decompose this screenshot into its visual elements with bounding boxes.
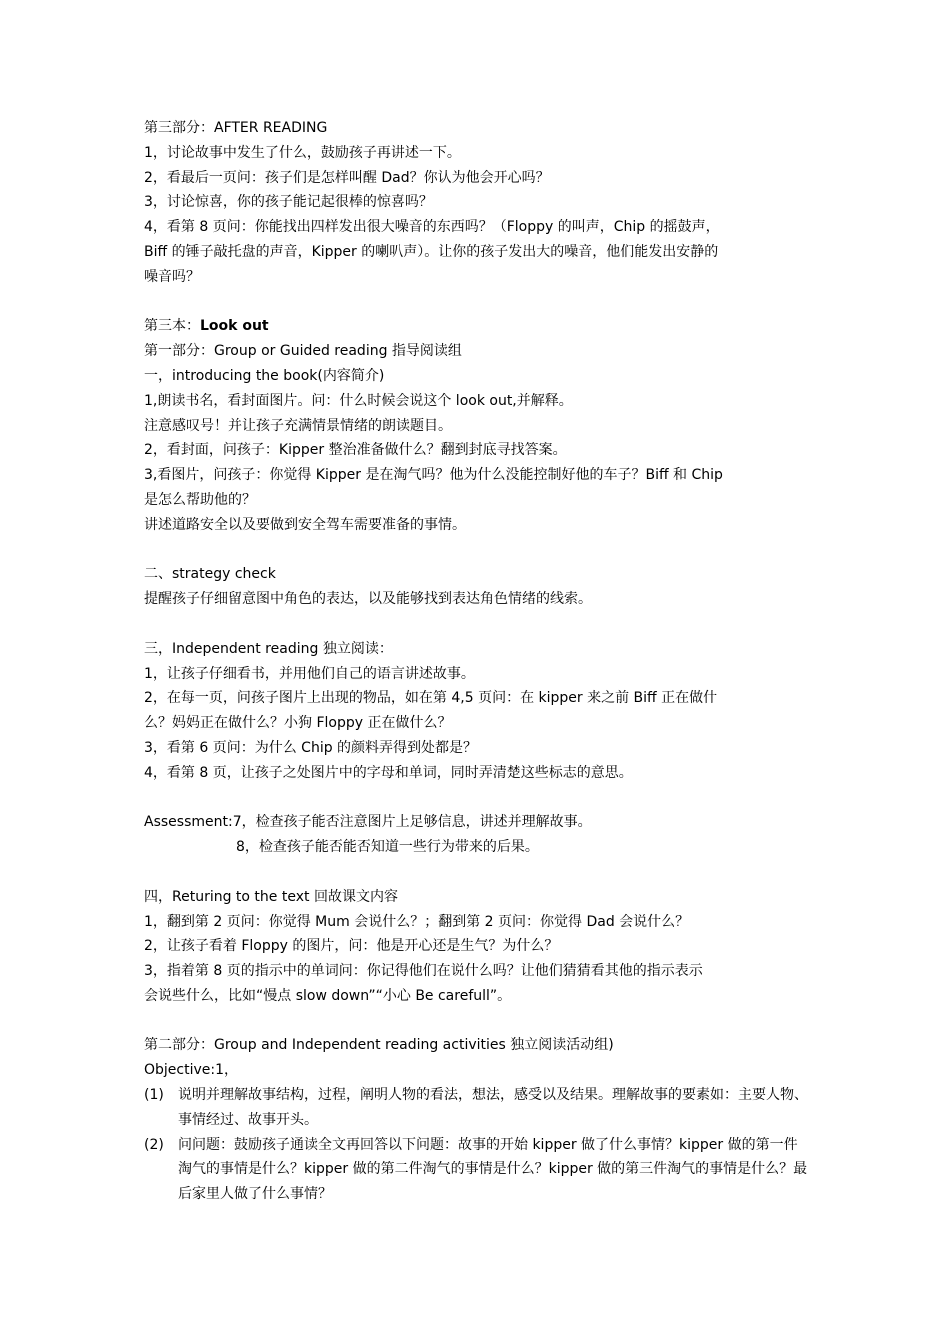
independent-item: 2，在每一页，问孩子图片上出现的物品，如在第 4,5 页问：在 kipper 来之前 Biff 正在做什: [144, 690, 718, 707]
book-title-line: [144, 314, 808, 339]
independent-item: 3，看第 6 页问：为什么 Chip 的颜料弄得到处都是？: [144, 739, 478, 756]
objective-text: 问问题：鼓励孩子通读全文再回答以下问题：故事的开始 kipper 做了什么事情？kipper 做的第一件淘气的事情是什么？kipper 做的第二件淘气的事情是什么？kipper 做的第三件淘气的事情是什么？最后家里人做了什么事情？: [178, 1136, 808, 1203]
objective-item: [144, 1133, 808, 1207]
assessment-line: Assessment:7，检查孩子能否注意图片上足够信息，讲述并理解故事。: [144, 814, 592, 831]
document-body: [144, 116, 808, 1207]
independent-item: 1，让孩子仔细看书，并用他们自己的语言讲述故事。: [144, 665, 475, 682]
intro-item: 是怎么帮助他的？: [144, 491, 256, 508]
returning-item: 3，指着第 8 页的指示中的单词问：你记得他们在说什么吗？让他们猜猜看其他的指示表示: [144, 963, 703, 980]
after-reading-item: Biff 的锤子敲托盘的声音，Kipper 的喇叭声）。让你的孩子发出大的噪音，他们能发出安静的: [144, 243, 719, 260]
after-reading-item: 4，看第 8 页问：你能找出四样发出很大噪音的东西吗？（Floppy 的叫声，Chip 的摇鼓声，: [144, 219, 720, 236]
objective-number: (2): [144, 1136, 164, 1153]
book-title: Look out: [200, 318, 269, 335]
returning-item: 会说些什么，比如“慢点 slow down”“小心 Be carefull”。: [144, 987, 512, 1004]
independent-item: 4，看第 8 页，让孩子之处图片中的字母和单词，同时弄清楚这些标志的意思。: [144, 764, 633, 781]
intro-item: 1,朗读书名，看封面图片。问：什么时候会说这个 look out,并解释。: [144, 392, 573, 409]
part2-heading: 第二部分：Group and Independent reading activities 独立阅读活动组): [144, 1037, 614, 1054]
after-reading-item: 2，看最后一页问：孩子们是怎样叫醒 Dad？你认为他会开心吗？: [144, 169, 550, 186]
after-reading-item: 1，讨论故事中发生了什么，鼓励孩子再讲述一下。: [144, 144, 461, 161]
after-reading-item: 噪音吗？: [144, 268, 200, 285]
intro-item: 注意感叹号！并让孩子充满情景情绪的朗读题目。: [144, 417, 452, 434]
returning-heading: 四，Returing to the text 回故课文内容: [144, 888, 398, 905]
independent-item: 么？妈妈正在做什么？小狗 Floppy 正在做什么？: [144, 715, 452, 732]
returning-item: 1，翻到第 2 页问：你觉得 Mum 会说什么？；翻到第 2 页问：你觉得 Dad 会说什么？: [144, 913, 690, 930]
strategy-heading: 二、strategy check: [144, 566, 276, 583]
assessment-line: 8，检查孩子能否能否知道一些行为带来的后果。: [236, 839, 539, 856]
returning-item: 2，让孩子看着 Floppy 的图片，问：他是开心还是生气？为什么？: [144, 938, 559, 955]
strategy-text: 提醒孩子仔细留意图中角色的表达，以及能够找到表达角色情绪的线索。: [144, 591, 592, 608]
objective-label: Objective:1，: [144, 1062, 239, 1079]
intro-heading: 一，introducing the book(内容简介): [144, 367, 385, 384]
intro-item: 讲述道路安全以及要做到安全驾车需要准备的事情。: [144, 516, 466, 533]
after-reading-item: 3，讨论惊喜，你的孩子能记起很棒的惊喜吗？: [144, 194, 433, 211]
intro-item: 3,看图片，问孩子：你觉得 Kipper 是在淘气吗？他为什么没能控制好他的车子？Biff 和 Chip: [144, 467, 723, 484]
after-reading-heading: 第三部分：AFTER READING: [144, 120, 328, 136]
objective-item: [144, 1083, 808, 1133]
objective-text: 说明并理解故事结构，过程，阐明人物的看法，想法，感受以及结果。理解故事的要素如：主要人物、事情经过、故事开头。: [178, 1087, 808, 1128]
intro-item: 2，看封面，问孩子：Kipper 整治准备做什么？翻到封底寻找答案。: [144, 442, 567, 459]
independent-heading: 三，Independent reading 独立阅读：: [144, 640, 393, 657]
book-label: 第三本：: [144, 318, 200, 335]
objective-number: (1): [144, 1087, 164, 1104]
part1-heading: 第一部分：Group or Guided reading 指导阅读组: [144, 343, 462, 360]
